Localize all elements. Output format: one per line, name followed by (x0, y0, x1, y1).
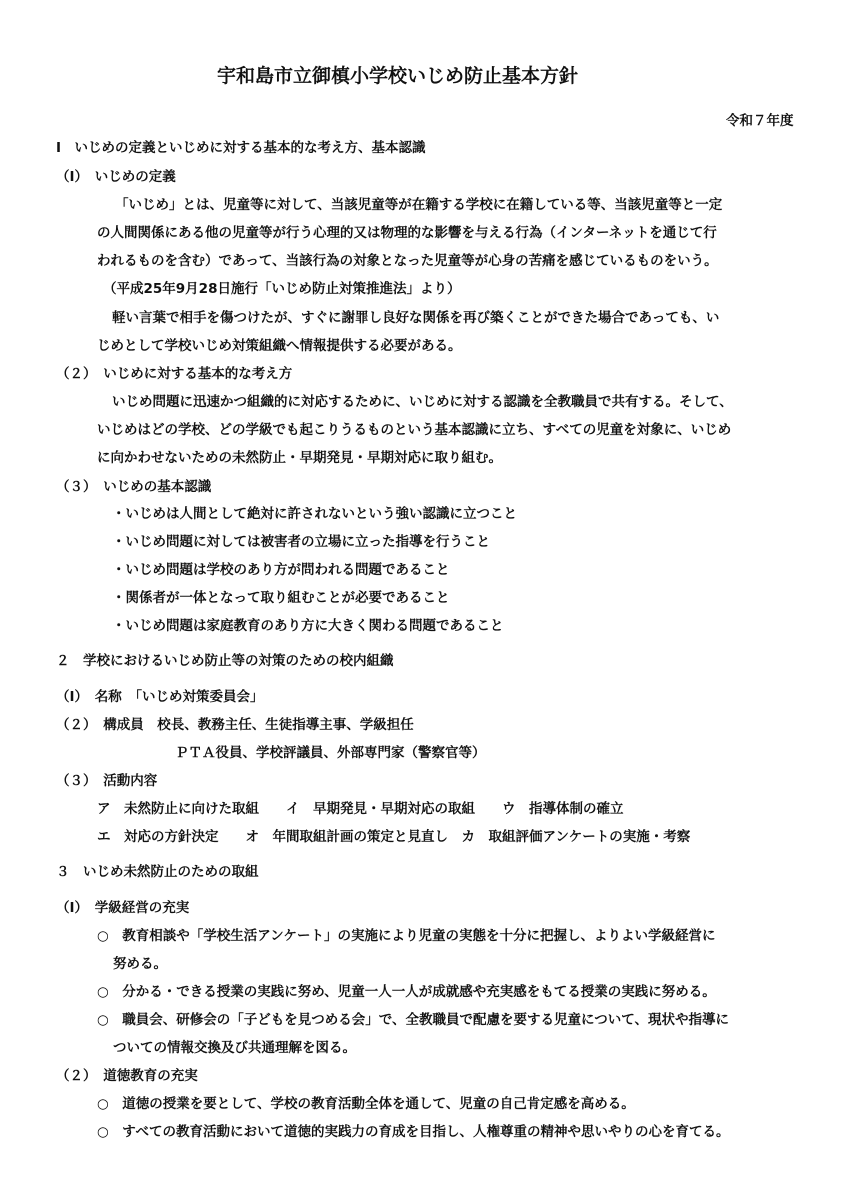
subsection-1-3-heading: （３） いじめの基本認識 (56, 479, 212, 495)
subsection-1-1-heading: （Ⅰ） いじめの定義 (56, 169, 176, 185)
class-management-item: ○ 職員会、研修会の「子どもを見つめる会」で、全教職員で配慮を要する児童について、現状や指導に (97, 1012, 729, 1028)
class-management-item: ○ 教育相談や「学校生活アンケート」の実施により児童の実態を十分に把握し、よりよい学級経営に (97, 928, 716, 944)
definition-source: （平成25年9月28日施行「いじめ防止対策推進法」より） (103, 281, 461, 297)
class-management-item: 努める。 (113, 956, 167, 972)
recognition-item: ・いじめは人間として絶対に許されないという強い認識に立つこと (112, 506, 517, 522)
definition-paragraph: 「いじめ」とは、児童等に対して、当該児童等が在籍する学校に在籍している等、当該児童等と一定 (115, 197, 723, 213)
basic-approach-paragraph: いじめ問題に迅速かつ組織的に対応するために、いじめに対する認識を全教職員で共有する。そして、 (112, 394, 733, 410)
recognition-item: ・いじめ問題に対しては被害者の立場に立った指導を行うこと (112, 534, 490, 550)
document-title: 宇和島市立御槙小学校いじめ防止基本方針 (217, 65, 579, 87)
class-management-item: ○ 分かる・できる授業の実践に努め、児童一人一人が成就感や充実感をもてる授業の実践に努める。 (97, 984, 716, 1000)
definition-paragraph: われるものを含む）であって、当該行為の対象となった児童等が心身の苦痛を感じているものをいう。 (97, 253, 718, 269)
basic-approach-paragraph: いじめはどの学校、どの学級でも起こりうるものという基本認識に立ち、すべての児童を対象に、いじめ (97, 422, 732, 438)
activities-row: ア 未然防止に向けた取組 イ 早期発見・早期対応の取組 ウ 指導体制の確立 (97, 801, 624, 817)
recognition-item: ・いじめ問題は学校のあり方が問われる問題であること (112, 562, 450, 578)
activities-row: エ 対応の方針決定 オ 年間取組計画の策定と見直し カ 取組評価アンケートの実施・考察 (97, 829, 691, 845)
committee-name: （Ⅰ） 名称 「いじめ対策委員会」 (56, 689, 264, 705)
recognition-item: ・いじめ問題は家庭教育のあり方に大きく関わる問題であること (112, 618, 504, 634)
moral-education-item: ○ すべての教育活動において道徳的実践力の育成を目指し、人権尊重の精神や思いやりの心を育てる。 (97, 1124, 730, 1140)
committee-members: （２） 構成員 校長、教務主任、生徒指導主事、学級担任 (56, 717, 414, 733)
subsection-3-1-heading: （Ⅰ） 学級経営の充実 (56, 900, 190, 916)
definition-paragraph: の人間関係にある他の児童等が行う心理的又は物理的な影響を与える行為（インターネットを通じて行 (97, 225, 717, 241)
section-1-heading: Ⅰ いじめの定義といじめに対する基本的な考え方、基本認識 (56, 140, 426, 156)
recognition-item: ・関係者が一体となって取り組むことが必要であること (112, 590, 450, 606)
subsection-3-2-heading: （２） 道徳教育の充実 (56, 1068, 198, 1084)
basic-approach-paragraph: に向かわせないための未然防止・早期発見・早期対応に取り組む。 (97, 450, 502, 466)
fiscal-year: 令和７年度 (726, 113, 794, 129)
section-3-heading: ３ いじめ未然防止のための取組 (56, 864, 259, 880)
class-management-item: ついての情報交換及び共通理解を図る。 (113, 1040, 356, 1056)
subsection-1-2-heading: （２） いじめに対する基本的な考え方 (56, 366, 293, 382)
activities-heading: （３） 活動内容 (56, 773, 158, 789)
note-paragraph: 軽い言葉で相手を傷つけたが、すぐに謝罪し良好な関係を再び築くことができた場合であっても、い (112, 310, 720, 326)
note-paragraph: じめとして学校いじめ対策組織へ情報提供する必要がある。 (97, 338, 462, 354)
moral-education-item: ○ 道徳の授業を要として、学校の教育活動全体を通して、児童の自己肯定感を高める。 (97, 1096, 635, 1112)
committee-members: ＰＴＡ役員、学校評議員、外部専門家（警察官等） (175, 745, 486, 761)
section-2-heading: ２ 学校におけるいじめ防止等の対策のための校内組織 (56, 653, 394, 669)
